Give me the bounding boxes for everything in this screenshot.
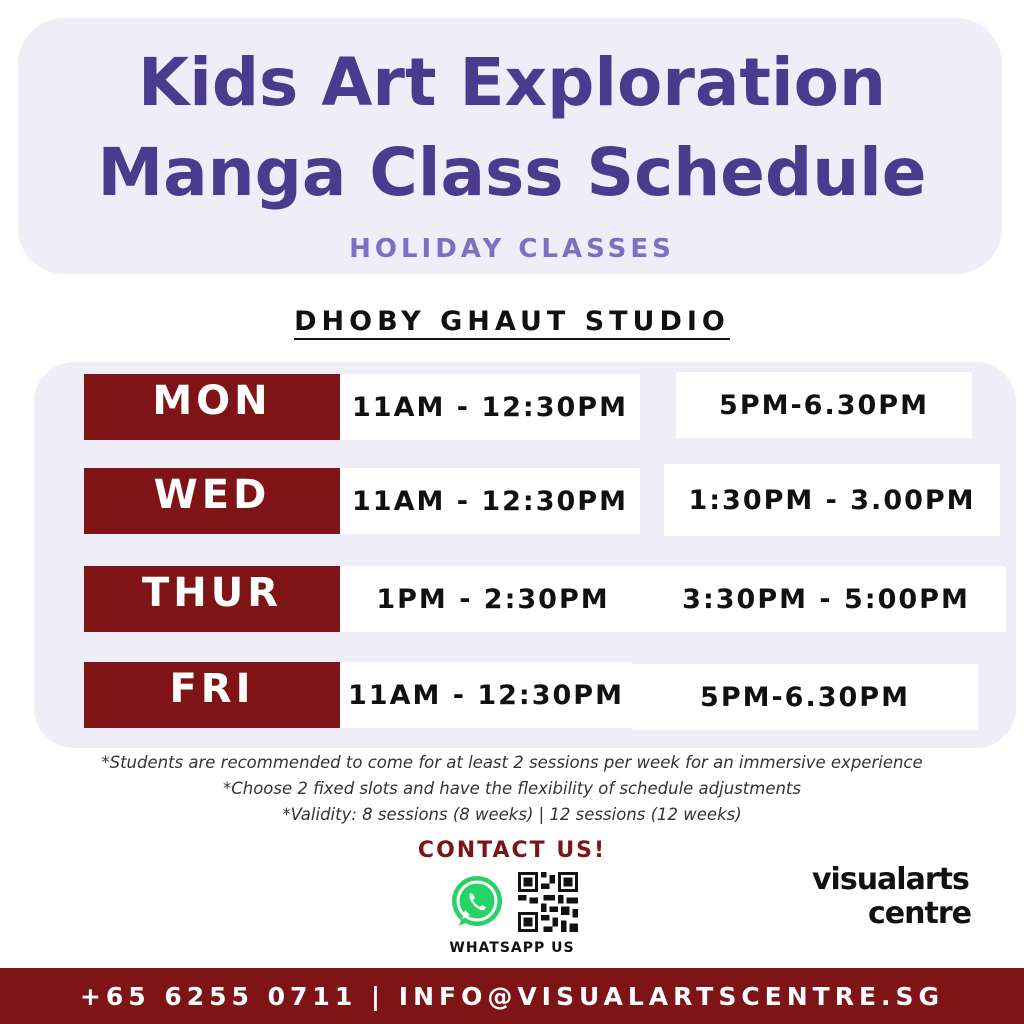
time-slot: 11AM - 12:30PM <box>340 468 640 534</box>
time-slot: 5PM-6.30PM <box>632 664 978 730</box>
footer-contact-info: +65 6255 0711 | INFO@VISUALARTSCENTRE.SG <box>79 981 945 1011</box>
time-slot: 1:30PM - 3.00PM <box>664 464 1000 536</box>
logo-word-centre: centre <box>868 896 971 931</box>
studio-name: DHOBY GHAUT STUDIO <box>294 306 730 337</box>
page-title-line-1: Kids Art Exploration <box>138 44 886 121</box>
note-line: *Students are recommended to come for at least 2 sessions per week for an immersive experience <box>101 753 923 772</box>
page-title-line-2: Manga Class Schedule <box>97 134 927 211</box>
contact-heading: CONTACT US! <box>417 838 607 863</box>
whatsapp-label: WHATSAPP US <box>449 940 575 956</box>
qr-code-icon[interactable] <box>518 872 578 932</box>
schedule-row-wed <box>84 468 1004 534</box>
day-label: FRI <box>84 662 340 728</box>
schedule-row-thur <box>84 566 1004 632</box>
schedule-row-mon <box>84 374 1004 440</box>
day-label: MON <box>84 374 340 440</box>
logo-word-arts: arts <box>905 862 969 897</box>
logo-word-visual: visual <box>812 862 906 897</box>
notes <box>0 750 1024 828</box>
note-line: *Choose 2 fixed slots and have the flexibility of schedule adjustments <box>222 779 801 798</box>
day-label: THUR <box>84 566 340 632</box>
whatsapp-icon[interactable] <box>447 872 507 932</box>
time-slot: 11AM - 12:30PM <box>340 374 640 440</box>
time-slot: 11AM - 12:30PM <box>340 662 632 728</box>
page-subtitle: HOLIDAY CLASSES <box>349 234 675 264</box>
note-line: *Validity: 8 sessions (8 weeks) | 12 sessions (12 weeks) <box>282 805 742 824</box>
visual-arts-centre-logo <box>812 862 992 938</box>
time-slot: 5PM-6.30PM <box>676 372 972 438</box>
day-label: WED <box>84 468 340 534</box>
logo-line-1 <box>812 862 969 897</box>
time-slot: 3:30PM - 5:00PM <box>646 566 1006 632</box>
time-slot: 1PM - 2:30PM <box>340 566 646 632</box>
studio-heading <box>0 306 1024 337</box>
schedule-row-fri <box>84 662 1004 728</box>
footer-bar <box>0 968 1024 1024</box>
